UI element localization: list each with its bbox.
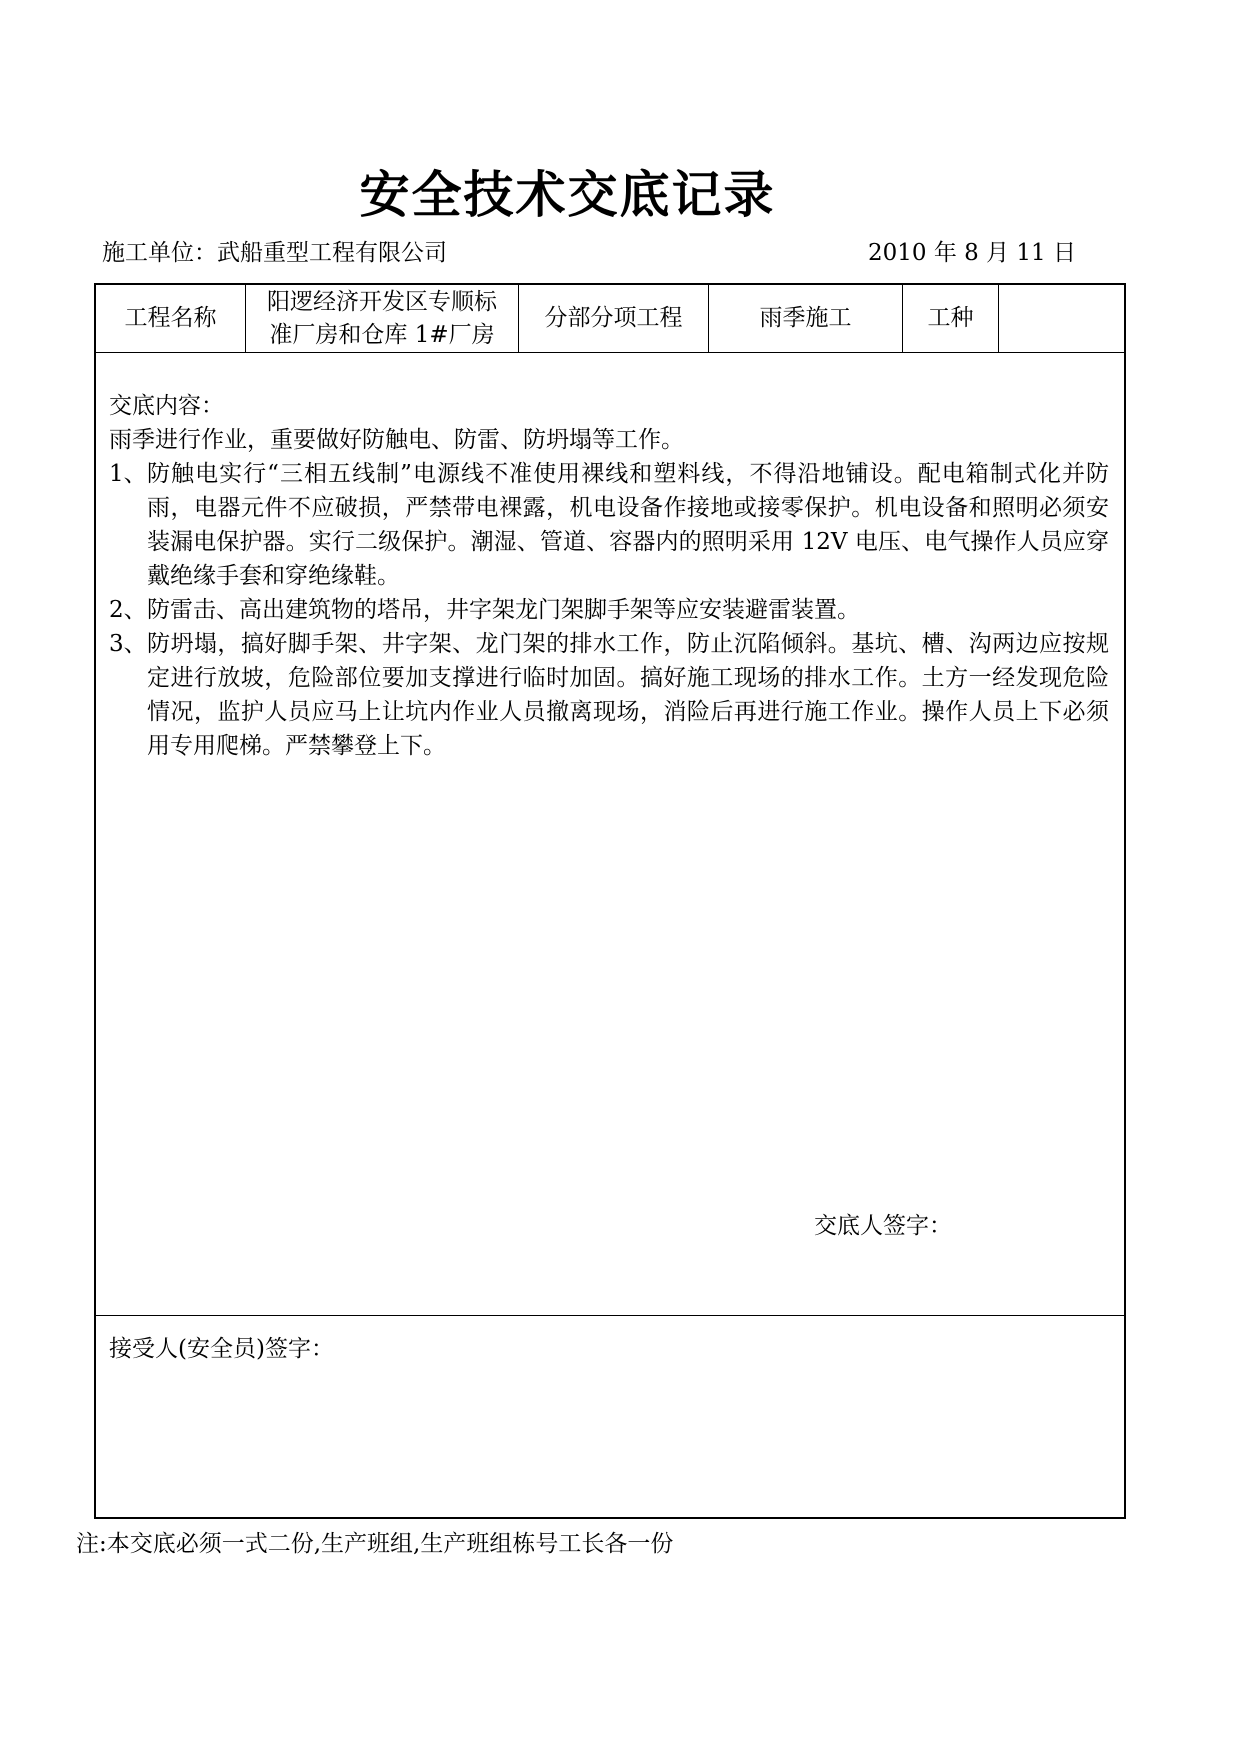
project-name-value — [246, 285, 519, 352]
construction-unit: 施工单位：武船重型工程有限公司 — [102, 240, 447, 266]
item-number: 3、 — [109, 631, 147, 657]
document-title: 安全技术交底记录 — [359, 166, 776, 224]
project-name-line2: 准厂房和仓库 1#厂房 — [269, 321, 495, 348]
content-intro: 雨季进行作业，重要做好防触电、防雷、防坍塌等工作。 — [109, 427, 684, 453]
subproject-label: 分部分项工程 — [519, 285, 709, 352]
item-text: 防雷击、高出建筑物的塔吊，井字架龙门架脚手架等应安装避雷装置。 — [147, 597, 860, 623]
footnote: 注:本交底必须一式二份,生产班组,生产班组栋号工长各一份 — [76, 1531, 674, 1557]
item-number: 1、 — [109, 461, 147, 487]
list-item — [109, 457, 1109, 593]
work-type-value — [999, 285, 1124, 352]
work-type-label: 工种 — [903, 285, 999, 352]
item-text: 防坍塌，搞好脚手架、井字架、龙门架的排水工作，防止沉陷倾斜。基坑、槽、沟两边应按规定进行放坡，危险部位要加支撑进行临时加固。搞好施工现场的排水工作。土方一经发现危险情况，监护人员应马上让坑内作业人员撤离现场，消险后再进行施工作业。操作人员上下必须用专用爬梯。严禁攀登上下。 — [147, 631, 1109, 759]
content-heading: 交底内容： — [109, 393, 224, 419]
project-name-line1: 阳逻经济开发区专顺标 — [267, 288, 497, 315]
receiver-label: 接受人(安全员)签字： — [109, 1336, 334, 1362]
list-item — [109, 627, 1109, 763]
item-text: 防触电实行“三相五线制”电源线不准使用裸线和塑料线，不得沿地铺设。配电箱制式化并防雨，电器元件不应破损，严禁带电裸露，机电设备作接地或接零保护。机电设备和照明必须安装漏电保护器。实行二级保护。潮湿、管道、容器内的照明采用 12V 电压、电气操作人员应穿戴绝缘手套和穿绝缘鞋。 — [147, 461, 1109, 589]
content-section — [96, 353, 1124, 1316]
measures-list — [109, 457, 1109, 763]
project-name-label: 工程名称 — [96, 285, 246, 352]
header-row — [96, 285, 1124, 353]
list-item — [109, 593, 1109, 627]
item-number: 2、 — [109, 597, 147, 623]
record-date: 2010 年 8 月 11 日 — [868, 240, 1076, 266]
signer-label: 交底人签字： — [814, 1213, 952, 1239]
record-table — [94, 283, 1126, 1519]
subproject-value: 雨季施工 — [709, 285, 903, 352]
receiver-section — [96, 1316, 1124, 1517]
